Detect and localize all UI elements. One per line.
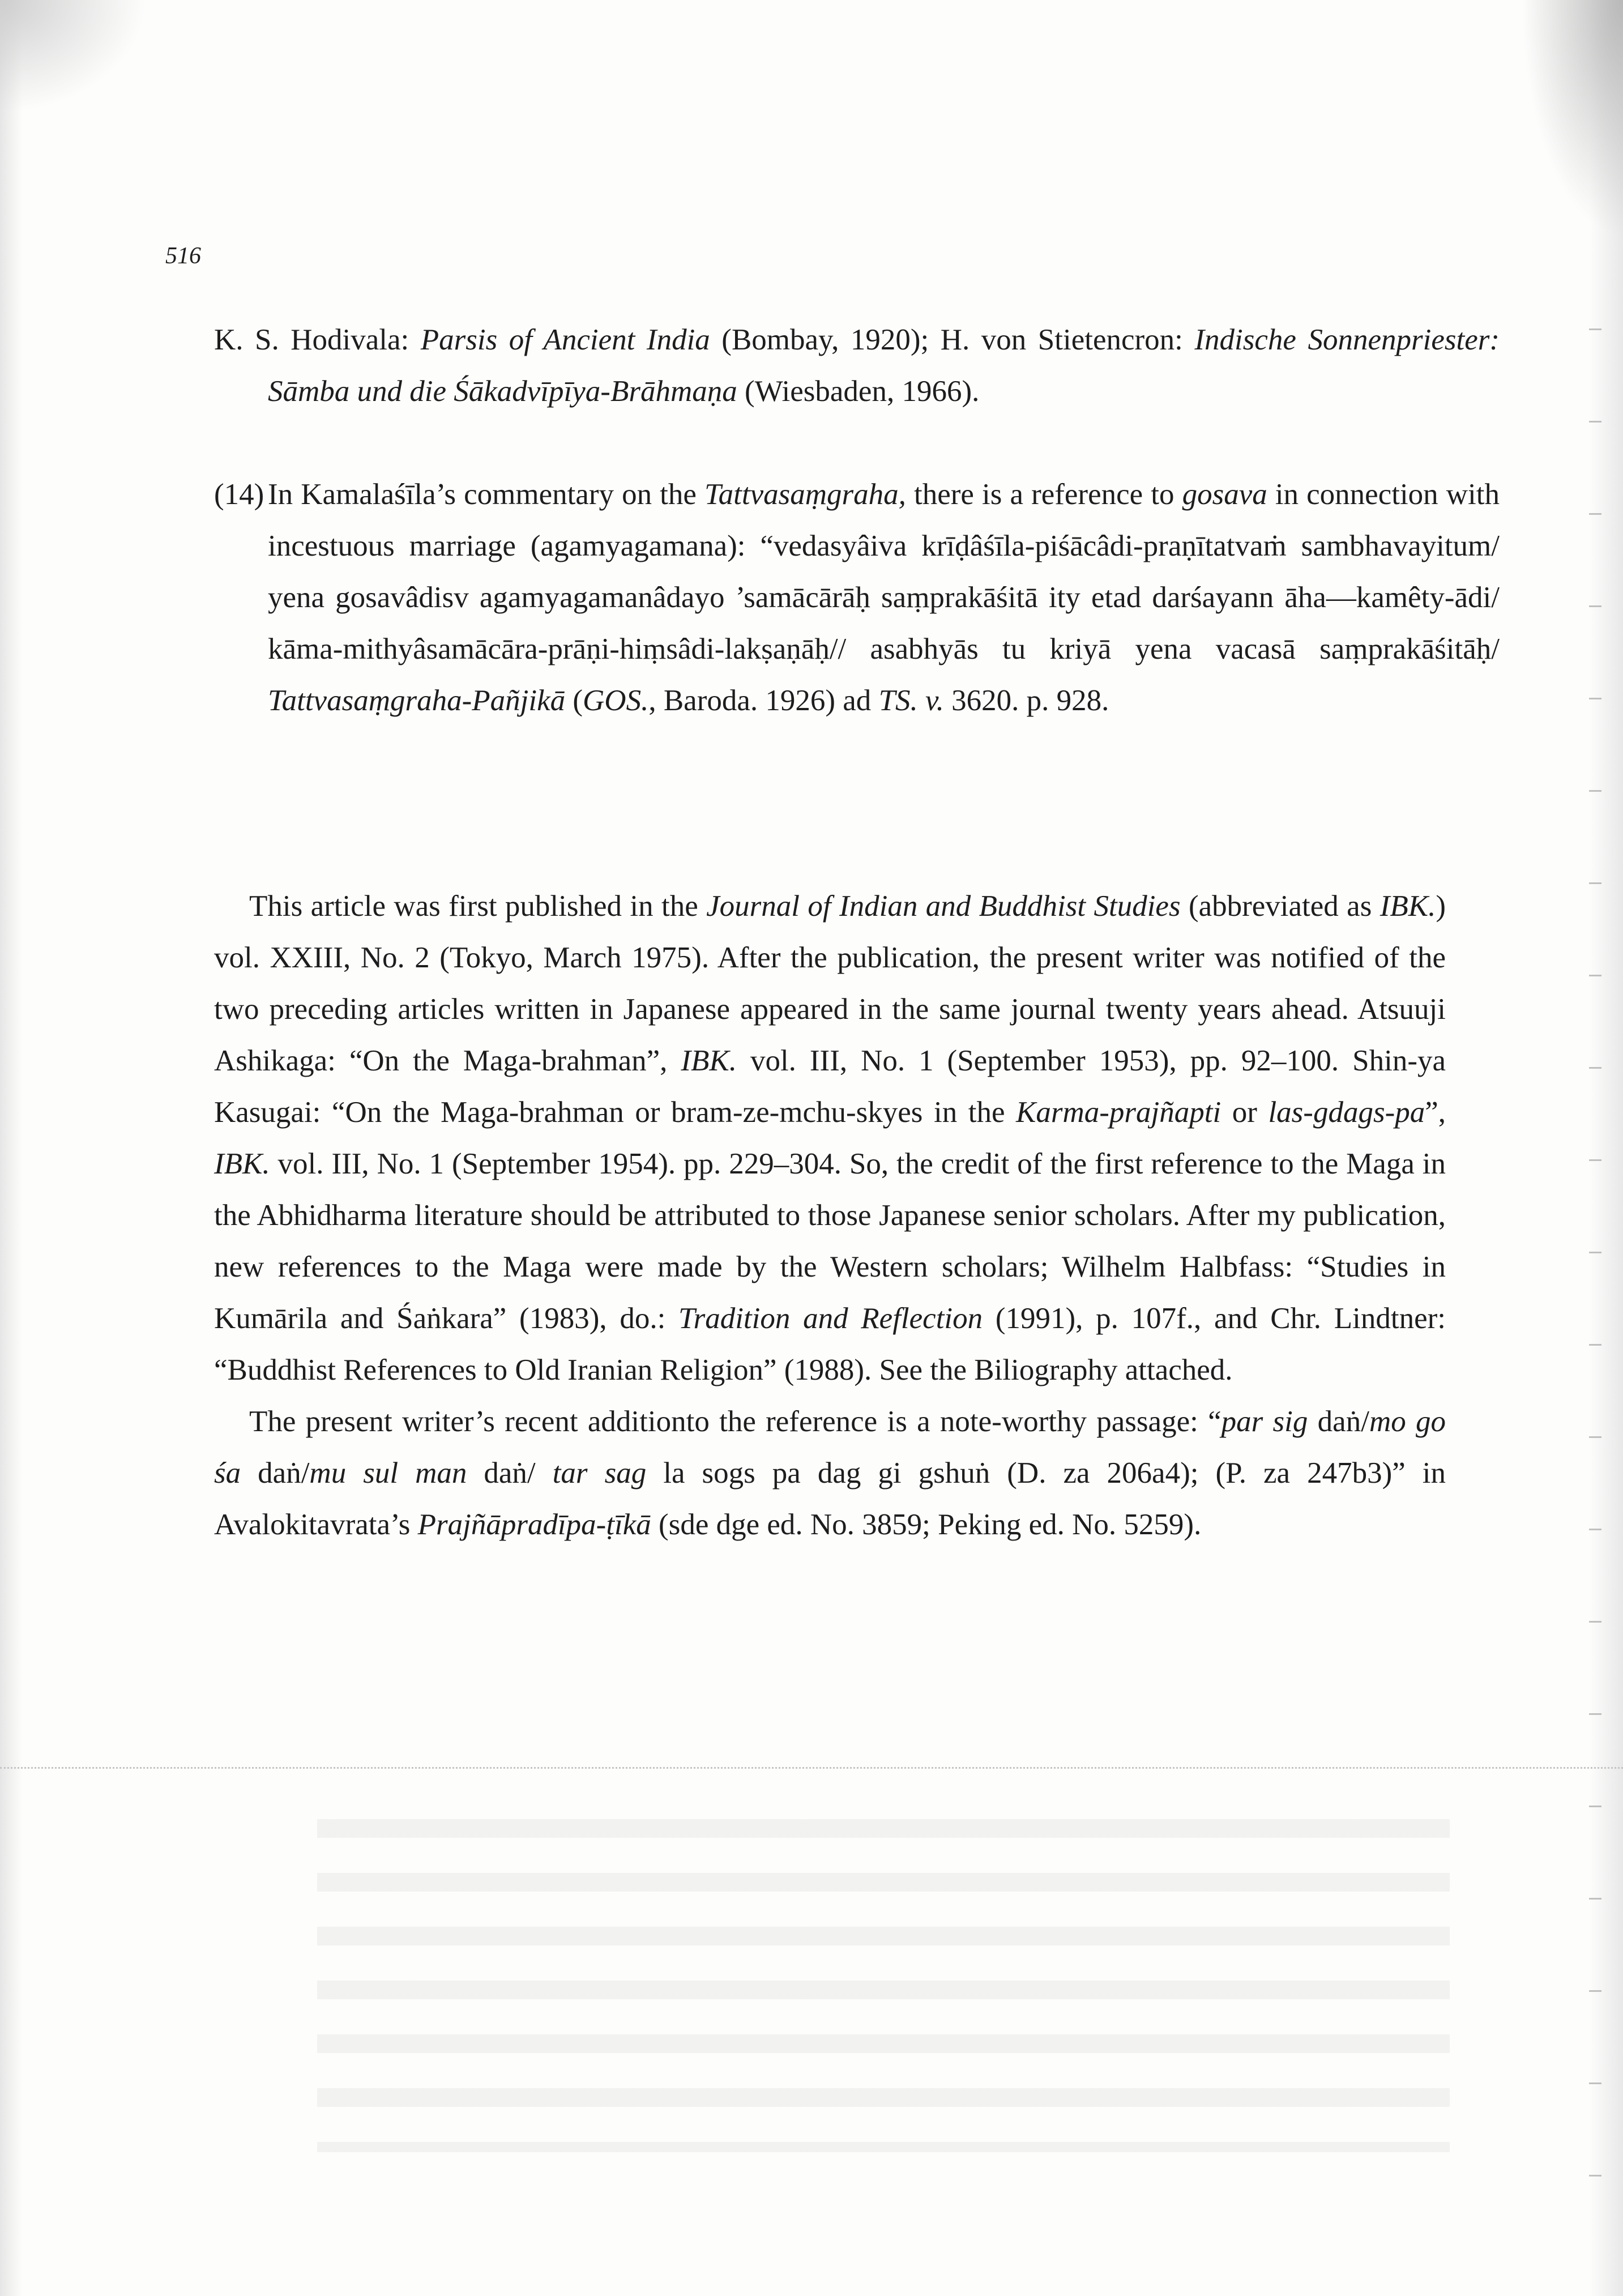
scan-corner-shadow — [0, 0, 147, 113]
paragraph-text: (abbreviated as — [1180, 890, 1380, 923]
book-title: Prajñāpradīpa-ṭīkā — [417, 1508, 651, 1541]
paragraph-text: vol. III, No. 1 (September 1953), pp. 92–100. Shin-ya Kasugai: “On the Maga-brahman or bram-ze-mchu-skyes in the — [214, 1044, 1446, 1129]
book-title: Tattvasaṃgraha, — [704, 478, 906, 511]
book-title: Parsis of Ancient India — [420, 323, 710, 356]
paragraph-text: daṅ/ — [241, 1457, 310, 1490]
paragraph-text: daṅ/ — [467, 1457, 553, 1490]
postscript — [214, 881, 1446, 1551]
footnote-text: In Kamalaśīla’s commentary on the — [268, 478, 705, 511]
paragraph-text: or — [1221, 1096, 1268, 1129]
footnote-number: (14) — [214, 478, 264, 511]
paragraph-text: la sogs pa dag gi gshuṅ (D. za 206a4); (P. za 247b3)” in Avalokitavrata’s — [214, 1457, 1446, 1541]
tibetan-term: tar sag — [552, 1457, 647, 1490]
tibetan-term: par sig — [1221, 1405, 1308, 1438]
page-divider — [0, 1767, 1623, 1769]
paragraph-text: vol. III, No. 1 (September 1954). pp. 229–304. So, the credit of the first reference to the Maga in the Abhidharma literature should be attributed to those Japanese senior scholars. After my publication, new references to the Maga were made by the Western scholars; Wilhelm Halbfass: “Studies in Kumārila and Śaṅkara” (1983), do.: — [214, 1147, 1446, 1335]
footnote-text: in connection with incestuous marriage (agamyagamana): “vedasyâiva krīḍâśīla-piśācâdi-praṇītatvaṁ sambhavayitum/ yena gosavâdisv agamyagamanâdayo ’samācārāḥ saṃprakāśitā ity etad darśayann āha—kamêty-ādi/ kāma-mithyâsamācāra-prāṇi-hiṃsâdi-lakṣaṇāḥ// asabhyās tu kriyā yena vacasā saṃprakāśitāḥ/ — [268, 478, 1500, 665]
footnote-14 — [214, 469, 1500, 727]
scan-edge-left — [0, 0, 23, 2296]
journal-title: Journal of Indian and Buddhist Studies — [706, 890, 1181, 923]
paragraph-text: daṅ/ — [1308, 1405, 1369, 1438]
footnote-text: (Wiesbaden, 1966). — [737, 375, 980, 408]
paragraph-text: ”, — [1425, 1096, 1446, 1129]
show-through-text — [317, 1784, 1450, 2152]
book-title: Tattvasaṃgraha-Pañjikā — [268, 684, 566, 717]
footnote-text: , Baroda. 1926) ad — [648, 684, 879, 717]
paragraph-text: ) vol. XXIII, No. 2 (Tokyo, March 1975). After the publication, the present writer was notified of the two preceding articles written in Japanese appeared in the same journal twenty years ahead. Atsuuji Ashikaga: “On the Maga-brahman”, — [214, 890, 1446, 1077]
footnote-text: 3620. p. 928. — [943, 684, 1109, 717]
journal-abbrev: IBK. — [681, 1044, 737, 1077]
book-title: Indische Sonnenpriester: Sāmba und die Śākadvīpīya-Brāhmaṇa — [268, 323, 1500, 408]
footnote-13-continuation — [214, 314, 1500, 417]
title: las-gdags-pa — [1268, 1096, 1425, 1129]
series-abbrev: GOS. — [583, 684, 649, 717]
journal-abbrev: IBK. — [214, 1147, 270, 1180]
paragraph-text: (1991), p. 107f., and Chr. Lindtner: “Buddhist References to Old Iranian Religion” (1988). See the Biliography attached. — [214, 1302, 1446, 1386]
journal-abbrev: IBK. — [1379, 890, 1436, 923]
postscript-paragraph-1 — [214, 881, 1446, 1396]
tibetan-term: mo go śa — [214, 1405, 1446, 1490]
scan-edge-marks — [1589, 238, 1601, 2220]
tibetan-term: mu sul man — [309, 1457, 467, 1490]
paragraph-text: The present writer’s recent additionto the reference is a note-worthy passage: “ — [249, 1405, 1221, 1438]
page-number: 516 — [165, 243, 201, 269]
paragraph-text: (sde dge ed. No. 3859; Peking ed. No. 5259). — [651, 1508, 1202, 1541]
book-title: Tradition and Reflection — [678, 1302, 983, 1335]
scan-corner-shadow-right — [1521, 0, 1623, 238]
term: gosava — [1182, 478, 1267, 511]
postscript-paragraph-2 — [214, 1396, 1446, 1551]
text-abbrev: TS. v. — [878, 684, 944, 717]
paragraph-text: This article was first published in the — [249, 890, 707, 923]
title: Karma-prajñapti — [1016, 1096, 1221, 1129]
footnote-text: (Bombay, 1920); H. von Stietencron: — [710, 323, 1195, 356]
footnote-text: there is a reference to — [906, 478, 1182, 511]
footnote-text: ( — [565, 684, 583, 717]
footnote-text: K. S. Hodivala: — [214, 323, 421, 356]
